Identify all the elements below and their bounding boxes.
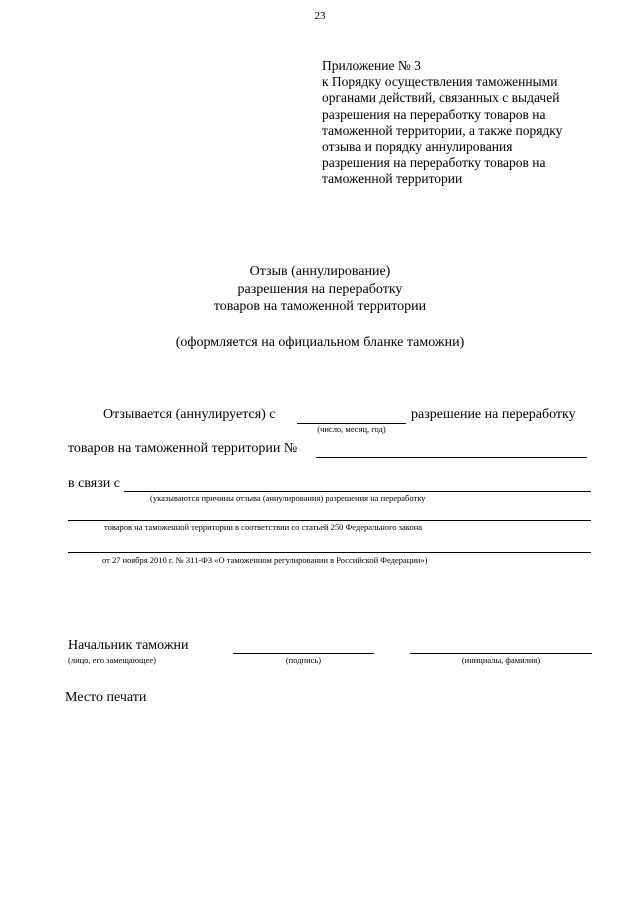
name-hint: (инициалы, фамилия) bbox=[461, 655, 541, 665]
appendix-line: разрешения на переработку товаров на bbox=[322, 155, 546, 171]
name-field[interactable] bbox=[410, 653, 592, 654]
appendix-line: таможенной территории, а также порядку bbox=[322, 122, 563, 138]
stamp-label: Место печати bbox=[65, 690, 147, 705]
head-hint: (лицо, его замещающее) bbox=[68, 655, 156, 665]
appendix-line: отзыва и порядку аннулирования bbox=[322, 139, 513, 155]
signature-hint: (подпись) bbox=[285, 655, 322, 665]
in-connection-label: в связи с bbox=[68, 476, 120, 491]
head-label: Начальник таможни bbox=[68, 638, 189, 653]
title-line: Отзыв (аннулирование) bbox=[249, 264, 391, 279]
permit-label: разрешение на переработку bbox=[411, 407, 576, 422]
page-number: 23 bbox=[314, 10, 326, 22]
appendix-line: органами действий, связанных с выдачей bbox=[322, 90, 560, 106]
reason-field-2[interactable] bbox=[68, 520, 591, 521]
date-hint: (число, месяц, год) bbox=[317, 424, 386, 434]
appendix-line: к Порядку осуществления таможенными bbox=[322, 74, 558, 90]
reason-hint-3: от 27 ноября 2010 г. № 311-ФЗ «О таможенном регулировании в Российской Федерации») bbox=[102, 555, 428, 565]
title-note: (оформляется на официальном бланке таможни) bbox=[175, 334, 465, 350]
signature-field[interactable] bbox=[233, 653, 374, 654]
title-line: товаров на таможенной территории bbox=[213, 299, 427, 314]
appendix-line: Приложение № 3 bbox=[322, 58, 421, 73]
appendix-line: разрешения на переработку товаров на bbox=[322, 106, 546, 122]
appendix-header bbox=[322, 58, 562, 188]
territory-label: товаров на таможенной территории № bbox=[68, 441, 298, 456]
title-line: разрешения на переработку bbox=[237, 281, 403, 297]
reason-field-3[interactable] bbox=[68, 552, 591, 553]
reason-field-1[interactable] bbox=[124, 491, 591, 492]
document-title bbox=[0, 263, 640, 351]
appendix-line: таможенной территории bbox=[322, 171, 463, 187]
reason-hint: (указываются причины отзыва (аннулирования) разрешения на переработку bbox=[150, 493, 426, 503]
reason-hint-2: товаров на таможенной территории в соответствии со статьей 250 Федерального закона bbox=[104, 522, 423, 532]
revoked-from-label: Отзывается (аннулируется) с bbox=[103, 407, 276, 422]
permit-number-field[interactable] bbox=[316, 457, 587, 458]
